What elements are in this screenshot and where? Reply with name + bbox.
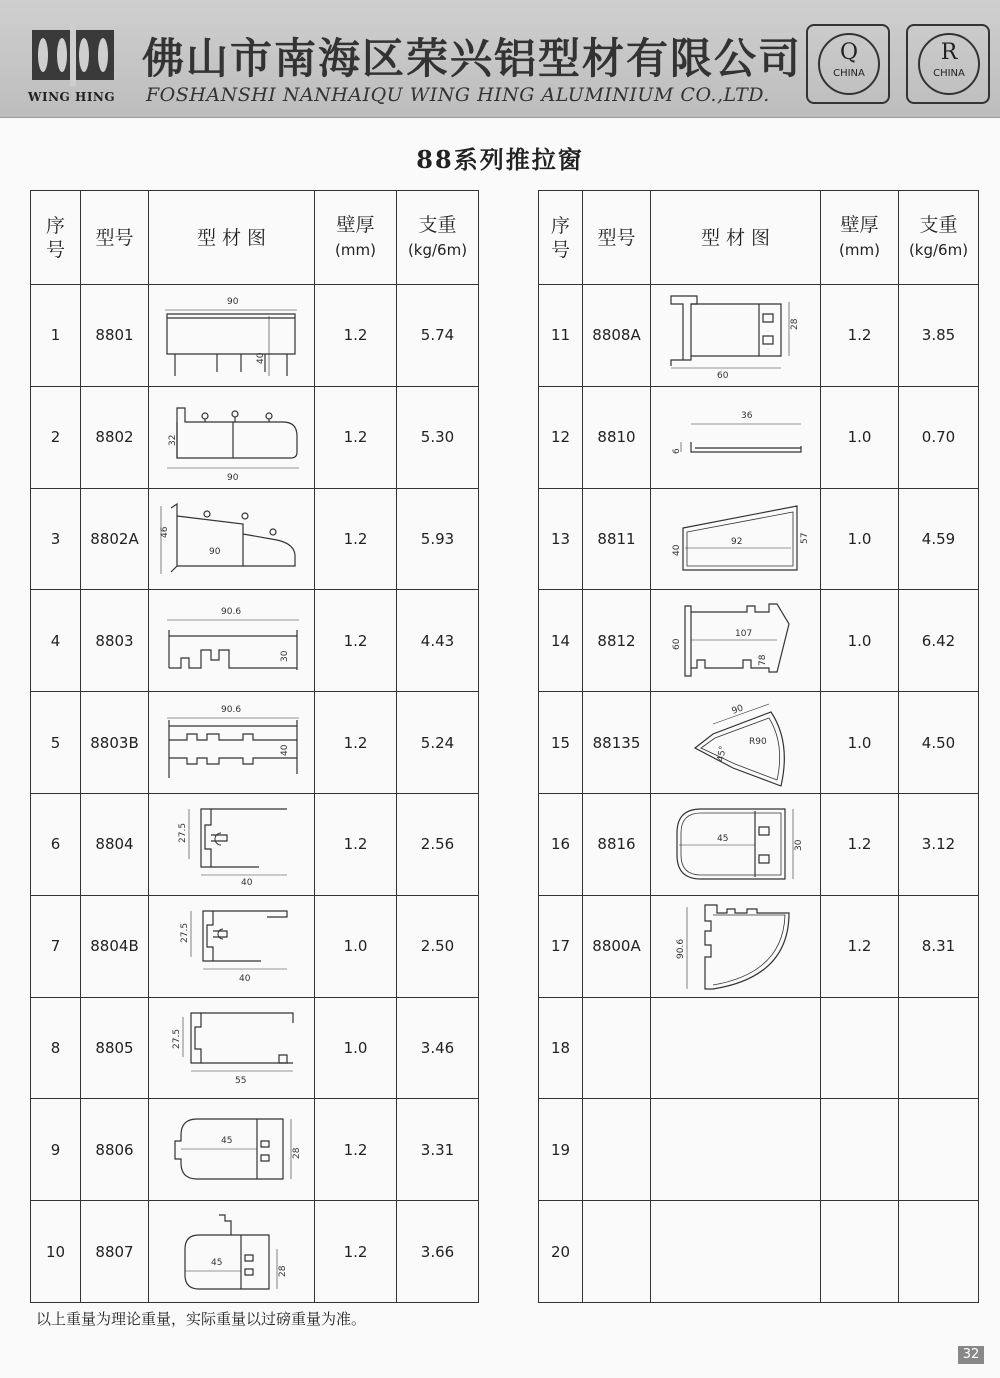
col-header-thickness (821, 191, 899, 285)
row-drawing (149, 285, 315, 387)
logo-text: WING HING (28, 90, 116, 104)
row-number: 8 (31, 997, 81, 1099)
row-drawing (149, 590, 315, 692)
profile-drawing (661, 698, 811, 788)
row-number: 7 (31, 895, 81, 997)
thickness-label: 壁厚 (840, 214, 879, 236)
dim-label: 28 (277, 1265, 288, 1277)
row-model: 8802 (81, 386, 149, 488)
company-logo (28, 24, 118, 106)
profile-drawing (157, 290, 307, 380)
row-thickness (821, 997, 899, 1099)
row-thickness: 1.2 (315, 386, 397, 488)
dim-label: 78 (757, 654, 768, 666)
table-row (31, 895, 479, 997)
row-model: 8801 (81, 285, 149, 387)
row-weight: 3.46 (397, 997, 479, 1099)
dim-label: 28 (291, 1147, 302, 1159)
row-drawing (149, 1201, 315, 1303)
row-model: 8811 (583, 488, 651, 590)
row-number: 2 (31, 386, 81, 488)
table-row (31, 1099, 479, 1201)
dim-label: 90.6 (220, 606, 241, 617)
profile-drawing (157, 799, 307, 889)
row-thickness: 1.2 (315, 1099, 397, 1201)
row-model: 8802A (81, 488, 149, 590)
profile-drawing (661, 392, 811, 482)
dim-label: 40 (671, 544, 682, 556)
row-model: 8803 (81, 590, 149, 692)
table-row (539, 895, 979, 997)
row-number: 9 (31, 1099, 81, 1201)
table-header-row (539, 191, 979, 285)
thickness-label: 壁厚 (336, 214, 375, 236)
col-header-drawing: 型 材 图 (651, 191, 821, 285)
table-row (31, 285, 479, 387)
profile-drawing (157, 494, 307, 584)
dim-label: 90 (208, 546, 220, 557)
row-weight: 6.42 (899, 590, 979, 692)
dim-label: 36 (740, 411, 752, 422)
company-name-en: FOSHANSHI NANHAIQU WING HING ALUMINIUM CO.,LTD. (146, 84, 770, 106)
row-model: 8804 (81, 793, 149, 895)
row-number: 11 (539, 285, 583, 387)
row-weight: 4.59 (899, 488, 979, 590)
row-model: 8800A (583, 895, 651, 997)
weight-unit: (kg/6m) (908, 241, 969, 259)
row-weight (899, 997, 979, 1099)
dim-label: 45° (715, 744, 729, 763)
profile-drawing (157, 901, 307, 991)
table-row (539, 386, 979, 488)
row-thickness (821, 1099, 899, 1201)
row-weight: 3.66 (397, 1201, 479, 1303)
row-weight (899, 1099, 979, 1201)
row-number: 13 (539, 488, 583, 590)
profile-drawing (661, 901, 811, 991)
table-header-row (31, 191, 479, 285)
header-band (0, 0, 1000, 118)
table-row (539, 692, 979, 794)
row-model (583, 1099, 651, 1201)
row-thickness: 1.2 (821, 285, 899, 387)
table-row (31, 488, 479, 590)
table-row (539, 1201, 979, 1303)
profile-drawing (157, 596, 307, 686)
row-drawing (651, 1201, 821, 1303)
spec-table-left (30, 190, 479, 1303)
row-thickness: 1.2 (315, 1201, 397, 1303)
row-drawing (149, 488, 315, 590)
badge-letter: R (940, 40, 958, 65)
spec-table-right (538, 190, 979, 1303)
row-drawing (651, 285, 821, 387)
row-thickness: 1.0 (821, 488, 899, 590)
row-weight: 3.31 (397, 1099, 479, 1201)
profile-drawing (661, 290, 811, 380)
row-drawing (651, 793, 821, 895)
row-drawing (149, 692, 315, 794)
dim-label: 45 (210, 1257, 222, 1268)
row-drawing (651, 692, 821, 794)
profile-drawing (157, 1105, 307, 1195)
table-row (539, 997, 979, 1099)
col-header-weight (899, 191, 979, 285)
quality-badge-circle (818, 33, 880, 95)
row-drawing (651, 488, 821, 590)
table-row (539, 488, 979, 590)
row-thickness: 1.2 (315, 285, 397, 387)
thickness-unit: (mm) (839, 241, 880, 259)
dim-label: 40 (255, 352, 266, 365)
table-row (539, 285, 979, 387)
weight-label: 支重 (919, 214, 958, 236)
row-thickness: 1.2 (821, 895, 899, 997)
dim-label: R90 (748, 736, 767, 747)
col-header-drawing: 型 材 图 (149, 191, 315, 285)
profile-drawing (661, 494, 811, 584)
row-model: 8803B (81, 692, 149, 794)
row-weight: 8.31 (899, 895, 979, 997)
row-drawing (651, 997, 821, 1099)
col-header-model: 型号 (81, 191, 149, 285)
row-number: 10 (31, 1201, 81, 1303)
row-thickness: 1.0 (821, 386, 899, 488)
row-number: 6 (31, 793, 81, 895)
dim-label: 90 (226, 297, 238, 308)
row-thickness: 1.2 (315, 488, 397, 590)
quality-badge (806, 24, 890, 104)
row-drawing (149, 1099, 315, 1201)
dim-label: 40 (279, 744, 290, 756)
table-row (31, 386, 479, 488)
row-drawing (149, 997, 315, 1099)
dim-label: 30 (793, 839, 804, 852)
row-model (583, 1201, 651, 1303)
row-drawing (149, 386, 315, 488)
col-header-weight (397, 191, 479, 285)
table-row (539, 793, 979, 895)
dim-label: 90.6 (220, 704, 241, 715)
row-thickness: 1.0 (821, 590, 899, 692)
dim-label: 92 (730, 536, 742, 547)
row-model: 8808A (583, 285, 651, 387)
row-number: 15 (539, 692, 583, 794)
dim-label: 107 (734, 628, 752, 639)
col-header-model: 型号 (583, 191, 651, 285)
row-drawing (651, 386, 821, 488)
dim-label: 6 (671, 448, 682, 455)
row-weight: 3.12 (899, 793, 979, 895)
profile-drawing (157, 1207, 307, 1297)
badge-letter: Q (839, 40, 859, 65)
row-thickness: 1.0 (315, 997, 397, 1099)
row-weight: 3.85 (899, 285, 979, 387)
row-weight: 2.56 (397, 793, 479, 895)
row-number: 20 (539, 1201, 583, 1303)
dim-label: 90 (226, 473, 238, 483)
row-model: 8816 (583, 793, 651, 895)
dim-label: 32 (167, 434, 178, 447)
profile-drawing (661, 596, 811, 686)
table-row (31, 997, 479, 1099)
dim-label: 40 (240, 878, 252, 889)
row-drawing (149, 895, 315, 997)
row-model: 8806 (81, 1099, 149, 1201)
row-model: 8807 (81, 1201, 149, 1303)
wing-hing-logo-icon (32, 24, 114, 86)
dim-label: 60 (716, 371, 728, 381)
dim-label: 28 (789, 318, 800, 331)
row-model: 8805 (81, 997, 149, 1099)
row-thickness (821, 1201, 899, 1303)
row-weight: 5.93 (397, 488, 479, 590)
row-drawing (149, 793, 315, 895)
thickness-unit: (mm) (335, 241, 376, 259)
table-row (31, 692, 479, 794)
row-weight: 2.50 (397, 895, 479, 997)
row-model: 88135 (583, 692, 651, 794)
dim-label: 60 (671, 638, 682, 650)
dim-label: 46 (159, 526, 170, 538)
dim-label: 45 (220, 1135, 232, 1146)
dim-label: 45 (716, 834, 728, 845)
row-number: 3 (31, 488, 81, 590)
row-number: 16 (539, 793, 583, 895)
profile-drawing (661, 799, 811, 889)
dim-label: 27.5 (179, 923, 190, 944)
row-thickness: 1.2 (821, 793, 899, 895)
row-model (583, 997, 651, 1099)
row-number: 18 (539, 997, 583, 1099)
row-thickness: 1.2 (315, 692, 397, 794)
profile-drawing (157, 1003, 307, 1093)
row-number: 12 (539, 386, 583, 488)
row-model: 8804B (81, 895, 149, 997)
weight-unit: (kg/6m) (407, 241, 468, 259)
dim-label: 27.5 (177, 823, 188, 844)
dim-label: 40 (238, 974, 250, 985)
row-drawing (651, 590, 821, 692)
weight-note: 以上重量为理论重量，实际重量以过磅重量为准。 (36, 1310, 367, 1328)
dim-label: 27.5 (171, 1028, 182, 1049)
badge-subtext: CHINA (833, 68, 865, 79)
row-thickness: 1.2 (315, 793, 397, 895)
registered-badge-circle (918, 33, 980, 95)
row-number: 19 (539, 1099, 583, 1201)
row-model: 8812 (583, 590, 651, 692)
row-weight: 0.70 (899, 386, 979, 488)
dim-label: 30 (279, 650, 290, 662)
row-drawing (651, 895, 821, 997)
row-number: 17 (539, 895, 583, 997)
row-weight: 5.74 (397, 285, 479, 387)
table-row (539, 590, 979, 692)
dim-label: 55 (234, 1075, 246, 1086)
badge-subtext: CHINA (933, 68, 965, 79)
col-header-no: 序号 (31, 191, 81, 285)
row-thickness: 1.2 (315, 590, 397, 692)
dim-label: 90 (730, 703, 745, 717)
row-drawing (651, 1099, 821, 1201)
row-thickness: 1.0 (315, 895, 397, 997)
row-weight: 5.30 (397, 386, 479, 488)
table-row (31, 1201, 479, 1303)
registered-badge (906, 24, 990, 104)
row-thickness: 1.0 (821, 692, 899, 794)
table-row (31, 590, 479, 692)
row-weight: 4.50 (899, 692, 979, 794)
row-number: 1 (31, 285, 81, 387)
page-number: 32 (958, 1346, 984, 1364)
row-number: 14 (539, 590, 583, 692)
company-name-cn: 佛山市南海区荣兴铝型材有限公司 (142, 34, 803, 83)
table-row (539, 1099, 979, 1201)
table-row (31, 793, 479, 895)
dim-label: 57 (799, 532, 810, 544)
profile-drawing (157, 698, 307, 788)
row-number: 4 (31, 590, 81, 692)
weight-label: 支重 (418, 214, 457, 236)
row-weight (899, 1201, 979, 1303)
dim-label: 90.6 (675, 939, 686, 960)
row-model: 8810 (583, 386, 651, 488)
row-weight: 4.43 (397, 590, 479, 692)
col-header-no: 序号 (539, 191, 583, 285)
row-weight: 5.24 (397, 692, 479, 794)
row-number: 5 (31, 692, 81, 794)
col-header-thickness (315, 191, 397, 285)
page-title: 88系列推拉窗 (416, 145, 584, 174)
profile-drawing (157, 392, 307, 482)
